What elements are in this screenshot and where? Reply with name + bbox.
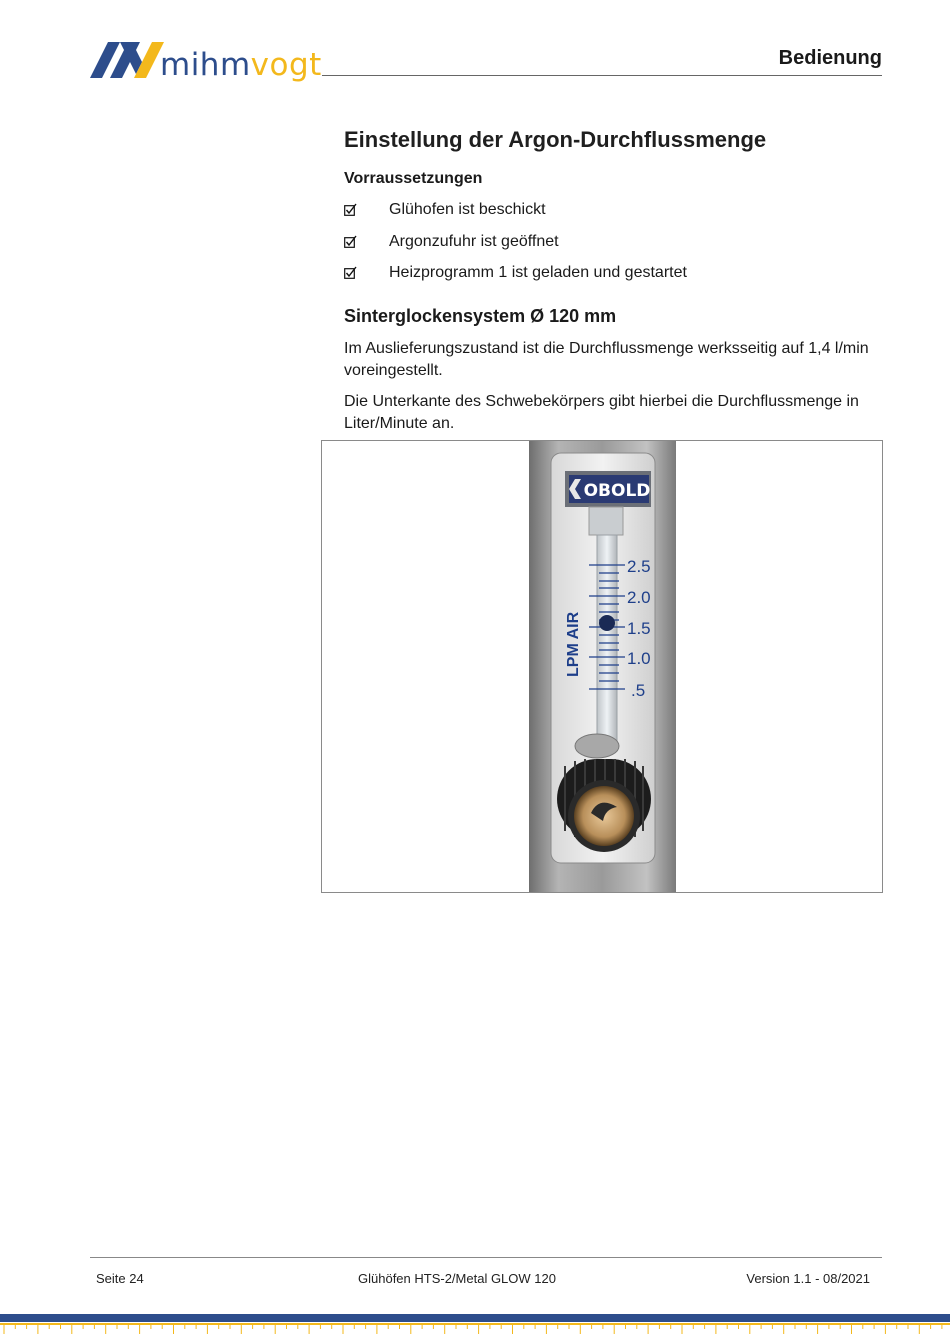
prerequisite-text: Argonzufuhr ist geöffnet [389, 232, 559, 250]
logo-text-vogt: vogt [250, 47, 322, 83]
prerequisite-text: Glühofen ist beschickt [389, 201, 546, 218]
page-title: Einstellung der Argon-Durchflussmenge [344, 127, 767, 152]
page-number: Seite 24 [96, 1271, 144, 1286]
checked-box-icon [344, 235, 357, 248]
logo-text-mihm: mihm [160, 47, 251, 83]
footer-blue-bar [0, 1314, 950, 1322]
brand-label: OBOLD [583, 481, 651, 501]
document-title: Glühöfen HTS-2/Metal GLOW 120 [358, 1271, 556, 1286]
mihmvogt-logo-mark-icon [90, 40, 170, 80]
prerequisites-heading: Vorraussetzungen [344, 170, 483, 187]
scale-label: 1.0 [627, 649, 651, 668]
footer-divider [90, 1257, 882, 1258]
prerequisite-text: Heizprogramm 1 ist geladen und gestartet [389, 264, 687, 281]
section-title: Bedienung [778, 47, 882, 69]
header-divider [322, 75, 882, 76]
subsection-title: Sinterglockensystem Ø 120 mm [344, 306, 617, 326]
scale-label: 2.0 [627, 588, 651, 607]
checked-box-icon [344, 266, 357, 279]
paragraph-reading-instruction: Die Unterkante des Schwebekörpers gibt hierbei die Durchflussmenge in Liter/Minute an. [344, 393, 859, 432]
paragraph-factory-setting: Im Auslieferungszustand ist die Durchflussmenge werksseitig auf 1,4 l/min voreingestellt. [344, 340, 869, 379]
checked-box-icon [344, 203, 357, 216]
version-info: Version 1.1 - 08/2021 [746, 1271, 870, 1286]
scale-label: .5 [631, 681, 646, 700]
scale-label: 2.5 [627, 557, 651, 576]
unit-label: LPM AIR [565, 611, 582, 677]
scale-label: 1.5 [627, 619, 651, 638]
ruler-strip [0, 1322, 950, 1340]
company-logo-text [160, 47, 322, 83]
flowmeter-image [529, 441, 676, 892]
flowmeter-photo-frame [321, 440, 883, 893]
